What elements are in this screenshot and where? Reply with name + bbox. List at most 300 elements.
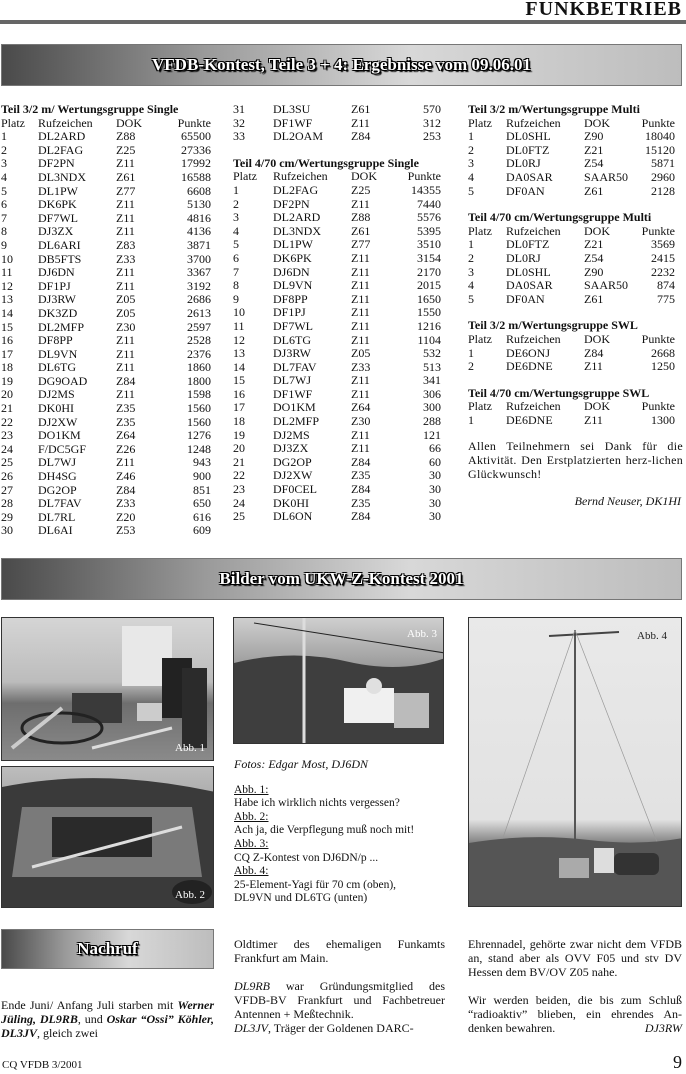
table-cell: DL6TG xyxy=(273,332,311,347)
table-cell: 2415 xyxy=(651,250,675,265)
table-header-row xyxy=(468,400,675,414)
table-header-row xyxy=(468,333,675,347)
table-cell: 66 xyxy=(429,441,441,456)
table-cell: Z64 xyxy=(116,428,136,443)
table-cell: 3871 xyxy=(187,237,211,252)
thanks-text: Allen Teilnehmern sei Dank für die Aktivität. Den Erstplatzierten herz-lichen Glückwunsch! xyxy=(468,439,683,481)
table-cell: Z61 xyxy=(584,291,604,306)
table-cell: Z11 xyxy=(116,210,135,225)
table-cell: 6 xyxy=(233,250,239,265)
photo-equipment xyxy=(1,617,214,761)
table-row xyxy=(233,306,441,320)
column-header: Rufzeichen xyxy=(506,399,561,414)
table-cell: 1 xyxy=(468,129,474,144)
table-cell: 2 xyxy=(233,196,239,211)
nachruf-col3-p2-text: Wir werden beiden, die bis zum Schluß “radioaktiv” blieben, ein ehrendes An-denken bewahren. xyxy=(468,993,682,1035)
table-cell: DL9VN xyxy=(38,346,78,361)
table-cell: 18040 xyxy=(645,129,675,144)
table-cell: DG9OAD xyxy=(38,373,88,388)
table-cell: Z11 xyxy=(116,197,135,212)
table-row xyxy=(233,130,441,144)
table-cell: Z30 xyxy=(351,414,371,429)
table-row xyxy=(468,266,675,280)
table-cell: 23 xyxy=(233,482,245,497)
table-row xyxy=(468,360,675,374)
table-row xyxy=(233,266,441,280)
table-row xyxy=(233,347,441,361)
table-row xyxy=(468,293,675,307)
table-cell: DF2PN xyxy=(38,156,75,171)
column-header: Punkte xyxy=(407,169,441,184)
table-cell: 1550 xyxy=(417,305,441,320)
signature: Bernd Neuser, DK1HI xyxy=(574,494,681,509)
table-cell: 532 xyxy=(423,346,441,361)
nachruf-col3-p2 xyxy=(468,993,682,1035)
nachruf-call-1: DL9RB xyxy=(234,979,270,993)
table-row xyxy=(468,238,675,252)
table-cell: 3700 xyxy=(187,251,211,266)
table-cell: Z11 xyxy=(116,156,135,171)
table-row xyxy=(233,293,441,307)
table-header-row xyxy=(233,170,441,184)
nachruf-call-2: DL3JV xyxy=(234,1021,268,1035)
table-cell: DK0HI xyxy=(273,495,309,510)
nachruf-col-1 xyxy=(1,998,214,1040)
table-cell: 24 xyxy=(1,441,13,456)
table-row xyxy=(233,184,441,198)
table-row xyxy=(468,144,675,158)
table-cell: Z11 xyxy=(116,346,135,361)
table-cell: Z11 xyxy=(351,441,370,456)
section-title: FUNKBETRIEB xyxy=(525,0,682,20)
table-cell: 21 xyxy=(1,401,13,416)
multi-70cm-table xyxy=(468,225,675,307)
table-row xyxy=(1,307,211,321)
table-cell: 1216 xyxy=(417,318,441,333)
column-header: Rufzeichen xyxy=(506,115,561,130)
table-cell: 616 xyxy=(193,509,211,524)
table-cell: 253 xyxy=(423,129,441,144)
table-cell: 65500 xyxy=(181,129,211,144)
table-row xyxy=(1,253,211,267)
nachruf-name-1: Werner Jüling, DL9RB xyxy=(1,998,214,1026)
table-cell: 5576 xyxy=(417,210,441,225)
table-cell: DL2MFP xyxy=(273,414,320,429)
table-cell: 1598 xyxy=(187,387,211,402)
caption-abb2-text: Ach ja, die Verpflegung muß noch mit! xyxy=(234,824,415,837)
table-cell: 1276 xyxy=(187,428,211,443)
table-cell: Z84 xyxy=(351,509,371,524)
table-cell: 3510 xyxy=(417,237,441,252)
table-row xyxy=(1,280,211,294)
photo-car-trunk xyxy=(1,766,214,908)
table-cell: DJ2MS xyxy=(273,427,310,442)
table-row xyxy=(1,375,211,389)
table-cell: 1860 xyxy=(187,360,211,375)
column-header: Rufzeichen xyxy=(506,223,561,238)
column-header: Punkte xyxy=(641,223,675,238)
results-banner xyxy=(1,44,682,86)
table-cell: DL3NDX xyxy=(273,223,321,238)
table-row xyxy=(1,456,211,470)
table-cell: 2597 xyxy=(187,319,211,334)
table-cell: DL0FTZ xyxy=(506,142,550,157)
table-cell: 9 xyxy=(233,291,239,306)
table-cell: Z11 xyxy=(116,333,135,348)
table-cell: Z26 xyxy=(116,441,136,456)
nachruf-text-c: , gleich zwei xyxy=(37,1026,98,1040)
table-cell: 15 xyxy=(233,373,245,388)
table-cell: DF1PJ xyxy=(273,305,306,320)
table-cell: Z33 xyxy=(116,251,136,266)
table-cell: 24 xyxy=(233,495,245,510)
table-row xyxy=(233,497,441,511)
table-cell: DF1WF xyxy=(273,115,313,130)
table-cell: DG2OP xyxy=(273,454,312,469)
table-cell: 5395 xyxy=(417,223,441,238)
table-row xyxy=(1,361,211,375)
table-cell: 3192 xyxy=(187,278,211,293)
table-cell: 19 xyxy=(1,373,13,388)
photo-label-2: Abb. 2 xyxy=(175,889,205,901)
single-2m-section xyxy=(1,103,213,538)
table-cell: DL7RL xyxy=(38,509,76,524)
table-cell: DA0SAR xyxy=(506,278,553,293)
table-cell: 1 xyxy=(1,129,7,144)
caption-abb4-label: Abb. 4: xyxy=(234,865,269,878)
table-cell: 16 xyxy=(233,386,245,401)
table-cell: 1 xyxy=(468,345,474,360)
caption-abb4-text-1: 25-Element-Yagi für 70 cm (oben), xyxy=(234,878,397,891)
nachruf-col2-p2: war Gründungsmitglied des VFDB-BV Frankfurt und Fachbetreuer Antennen + Meßtechnik. xyxy=(234,979,445,1021)
table-cell: 25 xyxy=(233,509,245,524)
table-row xyxy=(468,171,675,185)
column-header: Platz xyxy=(468,331,492,346)
table-cell: 3 xyxy=(468,264,474,279)
nachruf-col2-p1: Oldtimer des ehemaligen Funkamts Frankfurt am Main. xyxy=(234,937,445,965)
single-2m-title: Teil 3/2 m/ Wertungsgruppe Single xyxy=(1,102,179,116)
table-cell: Z33 xyxy=(351,359,371,374)
table-row xyxy=(233,374,441,388)
table-row xyxy=(1,293,211,307)
table-cell: 2613 xyxy=(187,305,211,320)
table-cell: Z54 xyxy=(584,250,604,265)
photos-banner xyxy=(1,558,682,600)
nachruf-signature: DJ3RW xyxy=(644,1021,682,1035)
caption-abb1-text: Habe ich wirklich nichts vergessen? xyxy=(234,797,400,810)
multi-2m-table xyxy=(468,117,675,199)
table-cell: 2128 xyxy=(651,183,675,198)
table-cell: Z11 xyxy=(351,386,370,401)
table-row xyxy=(1,388,211,402)
table-cell: DL0RJ xyxy=(506,156,541,171)
table-cell: Z61 xyxy=(351,223,371,238)
photo-label-4: Abb. 4 xyxy=(637,630,667,642)
table-cell: 6 xyxy=(1,197,7,212)
table-cell: DF0AN xyxy=(506,183,545,198)
table-cell: Z88 xyxy=(116,129,136,144)
swl-2m-table xyxy=(468,333,675,374)
table-cell: 3 xyxy=(233,210,239,225)
table-cell: 1300 xyxy=(651,412,675,427)
nachruf-banner-title: Nachruf xyxy=(77,939,138,958)
table-cell: 288 xyxy=(423,414,441,429)
table-cell: Z11 xyxy=(351,196,370,211)
table-cell: DJ3RW xyxy=(273,346,312,361)
table-cell: 19 xyxy=(233,427,245,442)
swl-70cm-title: Teil 4/70 cm/Wertungsgruppe SWL xyxy=(468,385,650,400)
column-header: DOK xyxy=(351,169,377,184)
table-cell: Z88 xyxy=(351,210,371,225)
table-cell: Z35 xyxy=(351,495,371,510)
table-cell: 4136 xyxy=(187,224,211,239)
table-row xyxy=(233,415,441,429)
table-cell: 5130 xyxy=(187,197,211,212)
table-cell: 27336 xyxy=(181,142,211,157)
table-cell: DJ3ZX xyxy=(273,441,309,456)
table-row xyxy=(1,511,211,525)
single-70cm-section xyxy=(233,103,441,524)
table-row xyxy=(1,144,211,158)
table-cell: 22 xyxy=(1,414,13,429)
table-cell: DL2FAG xyxy=(273,182,319,197)
single-70cm-table xyxy=(233,170,441,523)
photo-credit: Fotos: Edgar Most, DJ6DN xyxy=(234,757,368,771)
table-cell: 1248 xyxy=(187,441,211,456)
table-cell: 5 xyxy=(233,237,239,252)
table-cell: DA0SAR xyxy=(506,169,553,184)
table-cell: 4816 xyxy=(187,210,211,225)
table-cell: Z25 xyxy=(116,142,136,157)
column-header: Platz xyxy=(468,115,492,130)
table-cell: 2376 xyxy=(187,346,211,361)
table-cell: 570 xyxy=(423,102,441,116)
table-row xyxy=(1,524,211,538)
photo-antenna-mast xyxy=(468,617,682,907)
header-rule xyxy=(0,20,686,24)
table-cell: 18 xyxy=(233,414,245,429)
table-cell: DF8PP xyxy=(38,333,73,348)
column-header: Rufzeichen xyxy=(506,331,561,346)
table-cell: 3 xyxy=(468,156,474,171)
table-cell: Z46 xyxy=(116,469,136,484)
page-number: 9 xyxy=(673,1052,682,1072)
table-cell: DL7FAV xyxy=(38,496,82,511)
table-cell: Z25 xyxy=(351,182,371,197)
table-cell: Z53 xyxy=(116,523,136,538)
table-cell: 3367 xyxy=(187,265,211,280)
table-cell: DE6ONJ xyxy=(506,345,550,360)
table-cell: DK0HI xyxy=(38,401,74,416)
table-cell: 28 xyxy=(1,496,13,511)
table-cell: DG2OP xyxy=(38,482,77,497)
table-cell: 30 xyxy=(429,495,441,510)
table-cell: SAAR50 xyxy=(584,169,629,184)
table-cell: Z11 xyxy=(351,318,370,333)
nachruf-text-b: , und xyxy=(77,1012,107,1026)
table-cell: Z35 xyxy=(351,468,371,483)
table-cell: Z11 xyxy=(116,278,135,293)
table-cell: 20 xyxy=(1,387,13,402)
table-cell: DL2OAM xyxy=(273,129,323,144)
table-cell: DL3NDX xyxy=(38,169,86,184)
table-row xyxy=(233,456,441,470)
table-cell: Z11 xyxy=(351,115,370,130)
table-cell: DF7WL xyxy=(38,210,78,225)
table-cell: 2015 xyxy=(417,278,441,293)
table-cell: Z11 xyxy=(351,264,370,279)
table-row xyxy=(1,484,211,498)
table-cell: DL2ARD xyxy=(273,210,321,225)
table-row xyxy=(233,388,441,402)
table-cell: Z20 xyxy=(116,509,136,524)
table-cell: 5871 xyxy=(651,156,675,171)
antenna-illustration xyxy=(469,618,682,907)
table-cell: Z61 xyxy=(351,102,371,116)
table-cell: 15 xyxy=(1,319,13,334)
table-cell: 1250 xyxy=(651,359,675,374)
nachruf-text-a: Ende Juni/ Anfang Juli starben mit xyxy=(1,998,178,1012)
table-row xyxy=(1,212,211,226)
table-cell: DK6PK xyxy=(273,250,312,265)
table-cell: 2232 xyxy=(651,264,675,279)
table-row xyxy=(233,238,441,252)
swl-2m-title: Teil 3/2 m/Wertungsgruppe SWL xyxy=(468,318,638,333)
table-row xyxy=(1,497,211,511)
swl-70cm-table xyxy=(468,400,675,427)
table-cell: Z84 xyxy=(351,129,371,144)
table-cell: F/DC5GF xyxy=(38,441,87,456)
table-cell: 1 xyxy=(233,182,239,197)
table-cell: 775 xyxy=(657,291,675,306)
table-cell: DE6DNE xyxy=(506,412,553,427)
table-cell: 8 xyxy=(1,224,7,239)
table-cell: 900 xyxy=(193,469,211,484)
table-cell: DL1PW xyxy=(273,237,313,252)
table-cell: Z11 xyxy=(351,332,370,347)
column-header: Platz xyxy=(1,115,25,130)
table-cell: 12 xyxy=(233,332,245,347)
table-row xyxy=(1,429,211,443)
table-cell: Z84 xyxy=(116,482,136,497)
nachruf-banner xyxy=(1,929,214,969)
table-cell: DO1KM xyxy=(273,400,316,415)
table-cell: Z21 xyxy=(584,142,604,157)
table-row xyxy=(1,130,211,144)
table-cell: 2 xyxy=(1,142,7,157)
table-cell: DB5FTS xyxy=(38,251,82,266)
table-cell: Z35 xyxy=(116,414,136,429)
table-cell: DF2PN xyxy=(273,196,310,211)
table-cell: 7440 xyxy=(417,196,441,211)
column-header: DOK xyxy=(584,399,610,414)
single-70cm-title: Teil 4/70 cm/Wertungsgruppe Single xyxy=(233,155,419,170)
table-cell: 4 xyxy=(468,169,474,184)
table-cell: DL7FAV xyxy=(273,359,317,374)
table-cell: Z77 xyxy=(116,183,136,198)
table-cell: DL6ON xyxy=(273,509,313,524)
table-cell: 874 xyxy=(657,278,675,293)
table-row xyxy=(468,252,675,266)
table-cell: 60 xyxy=(429,454,441,469)
table-cell: DL2MFP xyxy=(38,319,85,334)
table-row xyxy=(233,469,441,483)
table-row xyxy=(1,266,211,280)
table-cell: 5 xyxy=(468,291,474,306)
table-cell: Z11 xyxy=(116,265,135,280)
table-cell: 9 xyxy=(1,237,7,252)
table-cell: 16 xyxy=(1,333,13,348)
table-cell: Z05 xyxy=(116,292,136,307)
caption-abb3-text: CQ Z-Kontest von DJ6DN/p ... xyxy=(234,851,379,864)
table-cell: 29 xyxy=(1,509,13,524)
column-header: DOK xyxy=(584,331,610,346)
column-header: Platz xyxy=(468,399,492,414)
footer-issue: CQ VFDB 3/2001 xyxy=(2,1059,83,1071)
table-cell: 5 xyxy=(1,183,7,198)
table-row xyxy=(233,361,441,375)
table-cell: 121 xyxy=(423,427,441,442)
table-cell: 14 xyxy=(233,359,245,374)
table-cell: DL0SHL xyxy=(506,129,551,144)
table-cell: 4 xyxy=(468,278,474,293)
table-cell: 2170 xyxy=(417,264,441,279)
nachruf-col-2 xyxy=(234,937,445,1035)
table-cell: 30 xyxy=(429,509,441,524)
table-cell: DL2FAG xyxy=(38,142,84,157)
table-row xyxy=(233,320,441,334)
table-row xyxy=(468,157,675,171)
column-header: Rufzeichen xyxy=(38,115,93,130)
table-cell: DF0AN xyxy=(506,291,545,306)
table-cell: 4 xyxy=(233,223,239,238)
table-cell: DF1WF xyxy=(273,386,313,401)
table-row xyxy=(233,252,441,266)
photo-captions xyxy=(234,758,444,906)
table-row xyxy=(1,470,211,484)
table-cell: Z11 xyxy=(351,373,370,388)
table-cell: 10 xyxy=(233,305,245,320)
table-cell: DL7WJ xyxy=(273,373,311,388)
table-cell: 17 xyxy=(233,400,245,415)
table-cell: Z11 xyxy=(351,250,370,265)
table-cell: 1104 xyxy=(417,332,441,347)
column-header: Platz xyxy=(233,169,257,184)
multi-2m-title: Teil 3/2 m/Wertungsgruppe Multi xyxy=(468,102,640,116)
table-cell: DJ2XW xyxy=(273,468,313,483)
table-cell: 30 xyxy=(429,468,441,483)
results-banner-title: VFDB-Kontest, Teile 3 + 4: Ergebnisse vom 09.06.01 xyxy=(152,55,531,74)
table-cell: DL7WJ xyxy=(38,455,76,470)
table-cell: 7 xyxy=(233,264,239,279)
table-cell: Z35 xyxy=(116,401,136,416)
nachruf-col-3 xyxy=(468,937,682,1035)
table-cell: 13 xyxy=(1,292,13,307)
table-cell: 1 xyxy=(468,412,474,427)
table-cell: 2 xyxy=(468,359,474,374)
table-cell: 14355 xyxy=(411,182,441,197)
table-cell: 1560 xyxy=(187,414,211,429)
table-cell: DF0CEL xyxy=(273,482,318,497)
equipment-illustration xyxy=(2,618,214,761)
table-cell: 1800 xyxy=(187,373,211,388)
single-2m-table xyxy=(1,117,211,538)
table-cell: SAAR50 xyxy=(584,278,629,293)
table-cell: 650 xyxy=(193,496,211,511)
table-row xyxy=(1,198,211,212)
table-cell: Z90 xyxy=(584,129,604,144)
table-cell: 300 xyxy=(423,400,441,415)
